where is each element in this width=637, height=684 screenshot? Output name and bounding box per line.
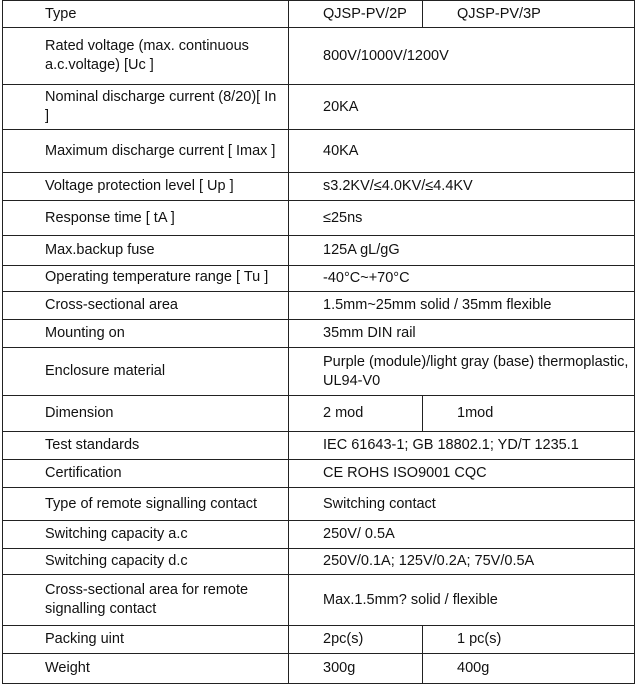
row-value: 250V/ 0.5A bbox=[289, 521, 635, 549]
row-value-3p: 1mod bbox=[423, 396, 635, 432]
row-label: Dimension bbox=[3, 396, 289, 432]
row-value: 125A gL/gG bbox=[289, 236, 635, 266]
row-value: CE ROHS ISO9001 CQC bbox=[289, 460, 635, 488]
row-label: Type of remote signalling contact bbox=[3, 488, 289, 521]
row-label: Weight bbox=[3, 654, 289, 684]
row-value: 250V/0.1A; 125V/0.2A; 75V/0.5A bbox=[289, 549, 635, 575]
row-label-text: Operating temperature range [ Tu ] bbox=[45, 268, 269, 285]
table-row bbox=[3, 201, 635, 236]
row-label: Certification bbox=[3, 460, 289, 488]
table-row bbox=[3, 626, 635, 654]
table-row bbox=[3, 488, 635, 521]
table-row bbox=[3, 85, 635, 130]
row-label: Cross-sectional area for remote signalling contact bbox=[3, 575, 289, 626]
row-label: Response time [ tA ] bbox=[3, 201, 289, 236]
row-value: Switching contact bbox=[289, 488, 635, 521]
table-row bbox=[3, 460, 635, 488]
row-label bbox=[3, 266, 289, 292]
model-3p: QJSP-PV/3P bbox=[423, 1, 635, 28]
row-label: Voltage protection level [ Up ] bbox=[3, 173, 289, 201]
table-row bbox=[3, 292, 635, 320]
table-row bbox=[3, 130, 635, 173]
table-row bbox=[3, 173, 635, 201]
row-label: Rated voltage (max. continuous a.c.voltage) [Uc ] bbox=[3, 28, 289, 85]
table-row bbox=[3, 236, 635, 266]
table-row bbox=[3, 654, 635, 684]
table-row bbox=[3, 320, 635, 348]
table-row bbox=[3, 549, 635, 575]
row-value: -40°C~+70°C bbox=[289, 266, 635, 292]
spec-table bbox=[2, 0, 635, 684]
row-value: 20KA bbox=[289, 85, 635, 130]
row-value: IEC 61643-1; GB 18802.1; YD/T 1235.1 bbox=[289, 432, 635, 460]
row-label: Switching capacity d.c bbox=[3, 549, 289, 575]
table-row bbox=[3, 396, 635, 432]
table-row bbox=[3, 432, 635, 460]
header-row bbox=[3, 1, 635, 28]
row-value-3p: 1 pc(s) bbox=[423, 626, 635, 654]
table-row bbox=[3, 266, 635, 292]
row-label: Nominal discharge current (8/20)[ In ] bbox=[3, 85, 289, 130]
row-value-2p: 2pc(s) bbox=[289, 626, 423, 654]
row-value: 800V/1000V/1200V bbox=[289, 28, 635, 85]
row-value: Purple (module)/light gray (base) thermoplastic, UL94-V0 bbox=[289, 348, 635, 396]
row-value-2p: 2 mod bbox=[289, 396, 423, 432]
table-row bbox=[3, 575, 635, 626]
row-value: Max.1.5mm? solid / flexible bbox=[289, 575, 635, 626]
table-row bbox=[3, 28, 635, 85]
row-value: ≤25ns bbox=[289, 201, 635, 236]
model-2p: QJSP-PV/2P bbox=[289, 1, 423, 28]
row-value-3p: 400g bbox=[423, 654, 635, 684]
row-label: Maximum discharge current [ Imax ] bbox=[3, 130, 289, 173]
type-label: Type bbox=[3, 1, 289, 28]
row-label: Test standards bbox=[3, 432, 289, 460]
row-label: Packing uint bbox=[3, 626, 289, 654]
row-value: 1.5mm~25mm solid / 35mm flexible bbox=[289, 292, 635, 320]
row-label: Mounting on bbox=[3, 320, 289, 348]
row-value: 40KA bbox=[289, 130, 635, 173]
row-label: Max.backup fuse bbox=[3, 236, 289, 266]
row-value-2p: 300g bbox=[289, 654, 423, 684]
table-row bbox=[3, 521, 635, 549]
row-value: s3.2KV/≤4.0KV/≤4.4KV bbox=[289, 173, 635, 201]
row-label: Enclosure material bbox=[3, 348, 289, 396]
table-row bbox=[3, 348, 635, 396]
row-label: Switching capacity a.c bbox=[3, 521, 289, 549]
row-label: Cross-sectional area bbox=[3, 292, 289, 320]
row-value: 35mm DIN rail bbox=[289, 320, 635, 348]
